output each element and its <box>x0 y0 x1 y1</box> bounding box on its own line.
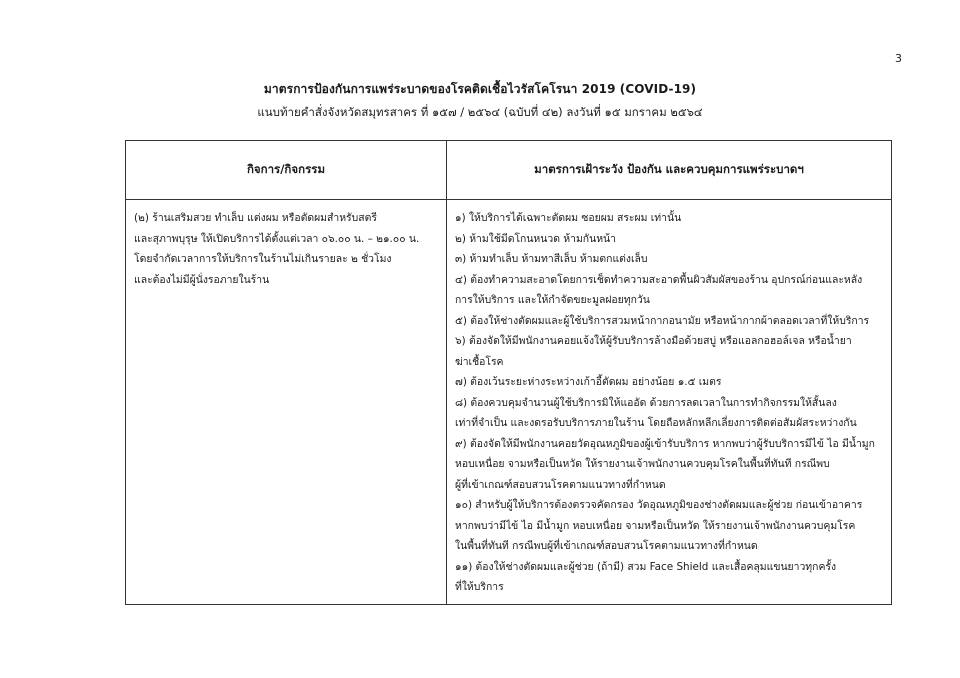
measure-line: ฆ่าเชื้อโรค <box>455 355 504 368</box>
activity-cell <box>126 200 447 605</box>
measure-line: การให้บริการ และให้กำจัดขยะมูลฝอยทุกวัน <box>455 294 650 306</box>
activity-line: (๒) ร้านเสริมสวย ทำเล็บ แต่งผม หรือตัดผมสำหรับสตรี <box>134 212 377 224</box>
measure-line: หอบเหนื่อย จามหรือเป็นหวัด ให้รายงานเจ้าพนักงานควบคุมโรคในพื้นที่ทันที กรณีพบ <box>455 458 830 470</box>
activity-line: และต้องไม่มีผู้นั่งรอภายในร้าน <box>134 273 270 286</box>
header-activity: กิจการ/กิจกรรม <box>126 141 447 200</box>
measure-line: ๔) ต้องทำความสะอาดโดยการเช็ดทำความสะอาดพื้นผิวสัมผัสของร้าน อุปกรณ์ก่อนและหลัง <box>455 273 863 286</box>
measure-line: ๑๐) สำหรับผู้ให้บริการต้องตรวจคัดกรอง วัดอุณหภูมิของช่างตัดผมและผู้ช่วย ก่อนเข้าอาคาร <box>455 499 863 511</box>
measure-line: หากพบว่ามีไข้ ไอ มีน้ำมูก หอบเหนื่อย จามหรือเป็นหวัด ให้รายงานเจ้าพนักงานควบคุมโรค <box>455 519 856 532</box>
activity-line: โดยจำกัดเวลาการให้บริการในร้านไม่เกินรายละ ๒ ชั่วโมง <box>134 253 392 265</box>
measure-line: ๙) ต้องจัดให้มีพนักงานคอยวัดอุณหภูมิของผู้เข้ารับบริการ หากพบว่าผู้รับบริการมีไข้ ไอ มีน้ำมูก <box>455 437 875 450</box>
measure-line: ที่ให้บริการ <box>455 581 504 593</box>
measure-line: ๖) ต้องจัดให้มีพนักงานคอยแจ้งให้ผู้รับบริการล้างมือด้วยสบู่ หรือแอลกอฮอล์เจล หรือน้ำยา <box>455 335 852 347</box>
measure-line: ๕) ต้องให้ช่างตัดผมและผู้ใช้บริการสวมหน้ากากอนามัย หรือหน้ากากผ้าตลอดเวลาที่ให้บริการ <box>455 314 870 327</box>
document-title: มาตรการป้องกันการแพร่ระบาดของโรคติดเชื้อไวรัสโคโรนา 2019 (COVID-19) <box>263 82 697 96</box>
header-measures: มาตรการเฝ้าระวัง ป้องกัน และควบคุมการแพร่ระบาดฯ <box>447 141 892 200</box>
activity-line: และสุภาพบุรุษ ให้เปิดบริการได้ตั้งแต่เวลา ๐๖.๐๐ น. – ๒๑.๐๐ น. <box>134 232 420 245</box>
measure-line: ๒) ห้ามใช้มีดโกนหนวด ห้ามกันหน้า <box>455 232 616 245</box>
measures-cell <box>447 200 892 605</box>
measure-line: เท่าที่จำเป็น และงดรอรับบริการภายในร้าน โดยถือหลักหลีกเลี่ยงการติดต่อสัมผัสระหว่างกัน <box>455 417 857 429</box>
measure-line: ๑) ให้บริการได้เฉพาะตัดผม ซอยผม สระผม เท่านั้น <box>455 212 682 224</box>
measure-line: ๓) ห้ามทำเล็บ ห้ามทาสีเล็บ ห้ามตกแต่งเล็บ <box>455 253 648 265</box>
measure-line: ในพื้นที่ทันที กรณีพบผู้ที่เข้าเกณฑ์สอบสวนโรคตามแนวทางที่กำหนด <box>455 540 758 552</box>
measures-table <box>125 140 892 605</box>
measure-line: ๘) ต้องควบคุมจำนวนผู้ใช้บริการมิให้แออัด ด้วยการลดเวลาในการทำกิจกรรมให้สั้นลง <box>455 396 837 409</box>
table-row <box>126 200 892 605</box>
document-subtitle: แนบท้ายคำสั่งจังหวัดสมุทรสาคร ที่ ๑๕๗ / ๒๕๖๔ (ฉบับที่ ๔๒) ลงวันที่ ๑๕ มกราคม ๒๕๖๔ <box>257 105 703 119</box>
measure-line: ผู้ที่เข้าเกณฑ์สอบสวนโรคตามแนวทางที่กำหนด <box>455 478 666 491</box>
page-number: 3 <box>895 52 902 65</box>
measure-line: ๗) ต้องเว้นระยะห่างระหว่างเก้าอี้ตัดผม อย่างน้อย ๑.๕ เมตร <box>455 376 722 388</box>
table-header-row <box>126 141 892 200</box>
measure-line: ๑๑) ต้องให้ช่างตัดผมและผู้ช่วย (ถ้ามี) สวม Face Shield และเสื้อคลุมแขนยาวทุกครั้ง <box>455 560 837 573</box>
